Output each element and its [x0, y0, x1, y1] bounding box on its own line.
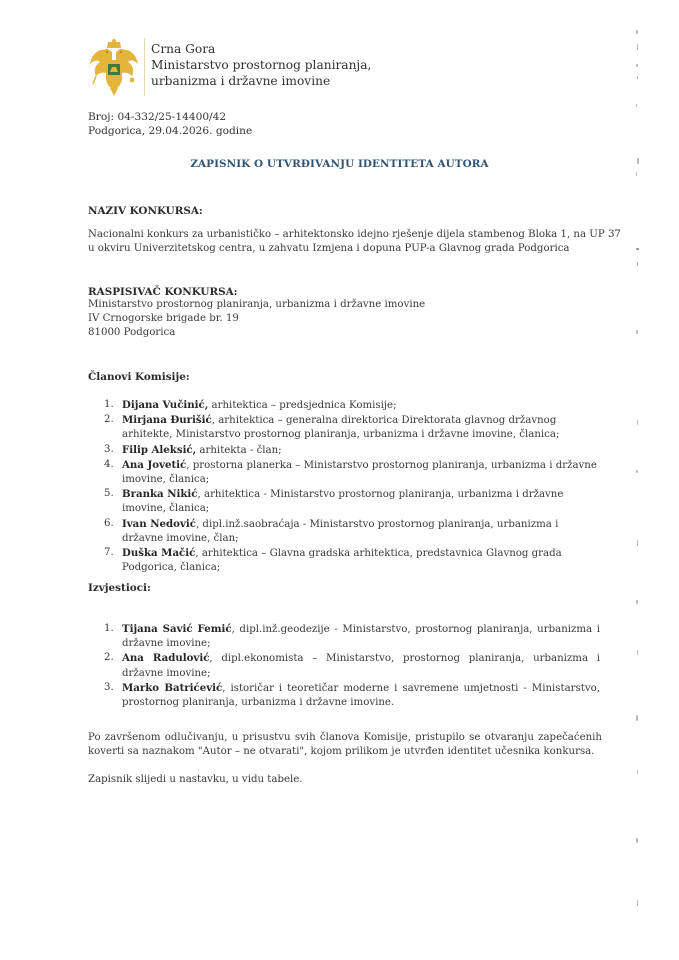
organizer-heading: RASPISIVAČ KONKURSA:	[88, 286, 238, 298]
scan-edge-artifact	[634, 0, 642, 960]
reporter-name: Tijana Savić Femić	[122, 623, 232, 635]
list-item: 1. Dijana Vučinić, arhitektica – predsjednica Komisije;	[104, 399, 397, 411]
reporters-list	[88, 622, 600, 710]
competition-heading: NAZIV KONKURSA:	[88, 205, 203, 217]
list-item: 3. Filip Aleksić, arhitekta - član;	[104, 443, 282, 456]
document-reference	[88, 110, 252, 138]
reporter-name: Marko Batrićević	[122, 681, 223, 694]
list-item: 1. Tijana Savić Femić, dipl.inž.geodezije - Ministarstvo, prostornog planiranja, urbanizma i državne imovine;	[104, 623, 600, 650]
member-name: Branka Nikić	[122, 488, 198, 501]
member-name: Mirjana Đurišić	[122, 414, 212, 427]
list-item: 4. Ana Jovetić, prostorna planerka – Ministarstvo prostornog planiranja, urbanizma i državne imovine, članica;	[104, 458, 597, 486]
list-item: 7. Duška Mačić, arhitektica – Glavna gradska arhitektica, predstavnica Glavnog grada Podgorica, članica;	[104, 547, 562, 574]
letterhead-text	[151, 42, 371, 98]
organizer-name: Ministarstvo prostornog planiranja, urbanizma i državne imovine	[88, 299, 426, 310]
letterhead	[88, 38, 371, 98]
competition-name	[88, 228, 621, 257]
reporter-name: Ana Radulović	[122, 652, 210, 665]
list-item: 2. Mirjana Đurišić, arhitektica – generalna direktorica Direktorata glavnog državnog arhitekte, Ministarstvo prostornog planiranja, urbanizma i državne imovine, članica;	[104, 414, 560, 441]
list-item: 2. Ana Radulović, dipl.ekonomista – Ministarstvo, prostornog planiranja, urbanizma i državne imovine;	[104, 652, 600, 679]
member-name: Duška Mačić	[122, 547, 196, 560]
closing-paragraph: Po završenom odlučivanju, u prisustvu svih članova Komisije, pristupilo se otvaranju zapečaćenih koverti sa naznakom "Autor – ne otvarati", kojom prilikom je utvrđen identitet učesnika konkursa.	[88, 732, 602, 758]
reference-number: Broj: 04-332/25-14400/42	[88, 111, 227, 123]
list-item: 5. Branka Nikić, arhitektica - Ministarstvo prostornog planiranja, urbanizma i državne imovine, članica;	[104, 488, 564, 515]
commission-members-list	[88, 398, 598, 575]
ministry-name-line1: Ministarstvo prostornog planiranja,	[151, 57, 372, 72]
letterhead-divider	[144, 38, 145, 96]
reporters-heading: Izvjestioci:	[88, 582, 151, 594]
place-and-date: Podgorica, 29.04.2026. godine	[88, 125, 253, 137]
member-name: Ana Jovetić	[122, 458, 187, 471]
member-name: Dijana Vučinić,	[122, 399, 209, 411]
list-item: 3. Marko Batrićević, istoričar i teoretičar moderne i savremene umjetnosti - Ministarstvo, prostornog planiranja, urbanizma i državne imovine.	[104, 681, 600, 709]
organizer-details	[88, 298, 598, 341]
montenegro-coat-of-arms-icon	[88, 38, 140, 98]
list-item: 6. Ivan Nedović, dipl.inž.saobraćaja - Ministarstvo prostornog planiranja, urbanizma i državne imovine, član;	[104, 517, 559, 544]
organizer-address: IV Crnogorske brigade br. 19	[88, 313, 239, 325]
document-title: ZAPISNIK O UTVRĐIVANJU IDENTITETA AUTORA	[190, 158, 489, 170]
closing-note: Zapisnik slijedi u nastavku, u vidu tabele.	[88, 774, 303, 785]
competition-name-line2: u okviru Univerzitetskog centra, u zahvatu Izmjena i dopuna PUP-a Glavnog grada Podgorica	[88, 243, 570, 255]
country-name: Crna Gora	[151, 42, 216, 56]
member-name: Ivan Nedović	[122, 517, 196, 530]
commission-heading: Članovi Komisije:	[88, 371, 190, 383]
ministry-name-line2: urbanizma i državne imovine	[151, 73, 331, 88]
organizer-city: 81000 Podgorica	[88, 327, 176, 339]
competition-name-line1: Nacionalni konkurs za urbanističko – arhitektonsko idejno rješenje dijela stambenog Bloka 1, na UP 37	[88, 229, 621, 240]
member-name: Filip Aleksić,	[122, 443, 197, 456]
